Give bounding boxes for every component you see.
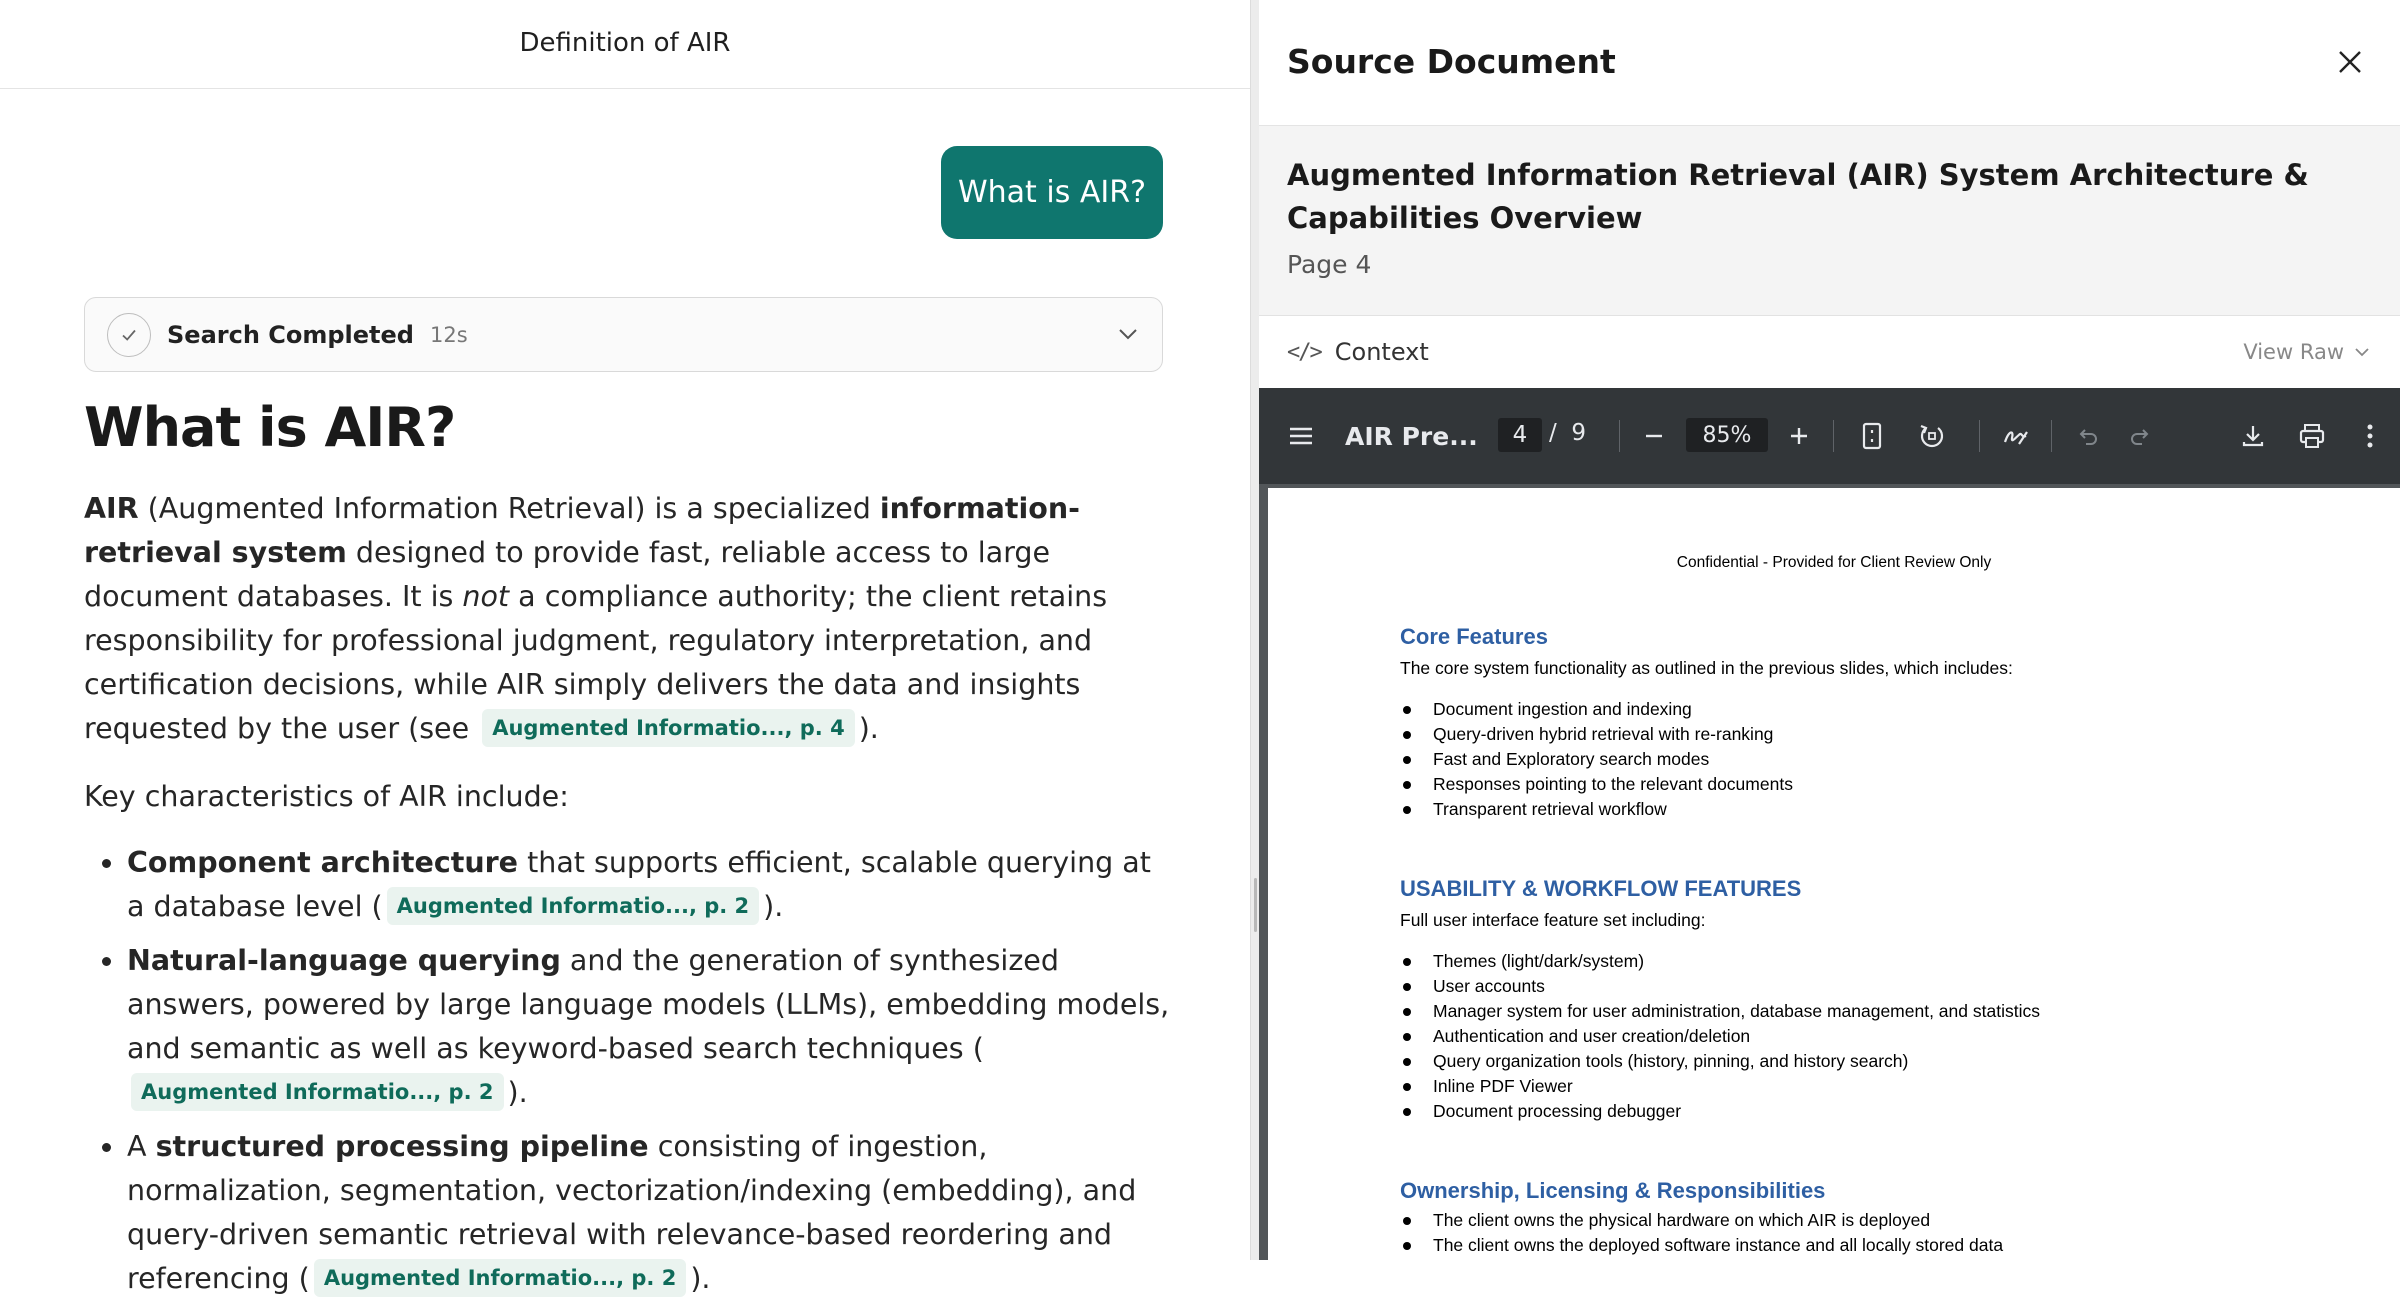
close-icon[interactable] (2336, 48, 2364, 76)
pdf-page (1268, 488, 2400, 1260)
intro-text-2: designed to provide fast, reliable access to large document databases. It is (84, 536, 1051, 613)
more-options-icon[interactable] (2353, 419, 2387, 453)
page-separator (1549, 420, 1586, 446)
intro-text-3: a compliance authority; the client retains responsibility for professional judgment, regulatory interpretation, and certification decisions, while AIR simply delivers the data and insights requested by the user (see (84, 580, 1108, 745)
pdf-viewport[interactable] (1259, 484, 2400, 1260)
menu-icon[interactable] (1287, 422, 1315, 450)
intro-bold: information-retrieval system (84, 492, 1080, 569)
page-slash: / (1549, 420, 1557, 446)
context-bar[interactable] (1259, 316, 2400, 388)
characteristics-list (84, 841, 1174, 1301)
pdf-section-title: Ownership, Licensing & Responsibilities (1400, 1178, 1826, 1203)
rotate-icon[interactable] (1915, 419, 1949, 453)
pdf-list-item: Fast and Exploratory search modes (1400, 747, 2013, 772)
answer-heading: What is AIR? (84, 396, 456, 459)
bullet-text: that supports efficient, scalable querying at a database level ( (127, 846, 1151, 923)
pdf-bullet-list (1400, 1208, 2003, 1258)
user-message-text: What is AIR? (958, 175, 1146, 210)
pdf-list-item: The client owns the physical hardware on which AIR is deployed (1400, 1208, 2003, 1233)
pdf-bullet-list (1400, 697, 2013, 822)
bullet-text: consisting of ingestion, normalization, segmentation, vectorization/indexing (embedding), and query-driven semantic retrieval with relevance-based reordering and referencing ( (127, 1130, 1137, 1295)
bullet-end: ). (507, 1076, 528, 1109)
key-characteristics-line: Key characteristics of AIR include: (84, 780, 569, 813)
bullet-bold: Component architecture (127, 846, 519, 879)
bullet-bold: Natural-language querying (127, 944, 561, 977)
bullet-text: and the generation of synthesized answers, powered by large language models (LLMs), embedding models, and semantic as well as keyword-based search techniques ( (127, 944, 1170, 1065)
pdf-list-item: Transparent retrieval workflow (1400, 797, 2013, 822)
citation-chip[interactable]: Augmented Informatio..., p. 2 (314, 1259, 687, 1297)
pdf-list-item: Document ingestion and indexing (1400, 697, 2013, 722)
pdf-section-subtitle: Full user interface feature set including: (1400, 910, 1706, 930)
answer-intro (84, 487, 1174, 751)
toolbar-divider (1979, 420, 1980, 452)
term-bold: AIR (84, 492, 139, 525)
undo-icon (2071, 419, 2105, 453)
resize-handle[interactable] (1254, 878, 1257, 932)
pdf-section-subtitle: The core system functionality as outlined in the previous slides, which includes: (1400, 658, 2013, 678)
pdf-section-title: Core Features (1400, 624, 1548, 649)
pdf-section-ownership (1400, 1178, 2003, 1258)
chat-title: Definition of AIR (519, 28, 731, 58)
source-document-pane (1259, 0, 2400, 1260)
source-panel-header (1259, 0, 2400, 126)
assistant-answer (84, 396, 1174, 1311)
pdf-list-item: Manager system for user administration, database management, and statistics (1400, 999, 2040, 1024)
zoom-level[interactable]: 85% (1686, 418, 1768, 452)
bullet-end: ). (763, 890, 784, 923)
pdf-bullet-list (1400, 949, 2040, 1124)
intro-text-1: (Augmented Information Retrieval) is a specialized (138, 492, 880, 525)
source-panel-title: Source Document (1287, 42, 1616, 81)
zoom-out-icon[interactable] (1637, 419, 1671, 453)
bullet-prefix: A (127, 1130, 156, 1163)
view-raw-label: View Raw (2243, 340, 2344, 364)
citation-chip[interactable]: Augmented Informatio..., p. 2 (131, 1073, 504, 1111)
pdf-file-name: AIR Pre... (1345, 421, 1478, 451)
chevron-down-icon[interactable] (1114, 320, 1142, 348)
pdf-section-core-features (1400, 624, 2013, 822)
intro-end: ). (858, 712, 879, 745)
pdf-list-item: Document processing debugger (1400, 1099, 2040, 1124)
search-status-panel[interactable] (84, 297, 1163, 372)
document-page-label: Page 4 (1287, 250, 1372, 279)
pdf-list-item: Themes (light/dark/system) (1400, 949, 2040, 974)
pdf-list-item: Responses pointing to the relevant documents (1400, 772, 2013, 797)
pdf-list-item: Query-driven hybrid retrieval with re-ranking (1400, 722, 2013, 747)
pdf-list-item: User accounts (1400, 974, 2040, 999)
document-meta (1259, 126, 2400, 316)
code-icon: </> (1287, 339, 1321, 365)
redo-icon (2123, 419, 2157, 453)
pdf-page-header: Confidential - Provided for Client Review Only (1676, 554, 1992, 571)
zoom-in-icon[interactable] (1782, 419, 1816, 453)
pdf-section-usability (1400, 876, 2040, 1124)
chevron-down-icon (2352, 342, 2372, 362)
total-pages: 9 (1571, 420, 1587, 446)
check-circle-icon (107, 313, 151, 357)
search-duration: 12s (429, 322, 468, 347)
view-raw-toggle[interactable] (2243, 340, 2372, 364)
pdf-toolbar (1259, 388, 2400, 484)
document-title: Augmented Information Retrieval (AIR) System Architecture & Capabilities Overview (1287, 158, 2309, 235)
user-message-bubble (941, 146, 1163, 239)
bullet-bold: structured processing pipeline (155, 1130, 649, 1163)
list-item (84, 841, 1174, 929)
pdf-list-item: Authentication and user creation/deletion (1400, 1024, 2040, 1049)
toolbar-divider (2051, 420, 2052, 452)
chat-header (0, 0, 1250, 89)
citation-chip[interactable]: Augmented Informatio..., p. 2 (387, 887, 760, 925)
page-number-input[interactable]: 4 (1498, 418, 1542, 452)
download-icon[interactable] (2236, 419, 2270, 453)
pdf-section-title: USABILITY & WORKFLOW FEATURES (1400, 876, 1802, 901)
print-icon[interactable] (2295, 419, 2329, 453)
bullet-end: ). (690, 1262, 711, 1295)
citation-chip[interactable]: Augmented Informatio..., p. 4 (482, 709, 855, 747)
pane-divider[interactable] (1250, 0, 1259, 1260)
search-status-label: Search Completed (167, 320, 414, 349)
pdf-list-item: Query organization tools (history, pinning, and history search) (1400, 1049, 2040, 1074)
pdf-list-item: The client owns the deployed software instance and all locally stored data (1400, 1233, 2003, 1258)
annotate-icon[interactable] (1999, 419, 2033, 453)
toolbar-divider (1833, 420, 1834, 452)
list-item (84, 939, 1174, 1115)
toolbar-divider (1619, 420, 1620, 452)
list-item (84, 1125, 1174, 1301)
intro-italic: not (462, 580, 510, 613)
pdf-list-item: Inline PDF Viewer (1400, 1074, 2040, 1099)
fit-page-icon[interactable] (1855, 419, 1889, 453)
context-label: Context (1334, 338, 1429, 366)
